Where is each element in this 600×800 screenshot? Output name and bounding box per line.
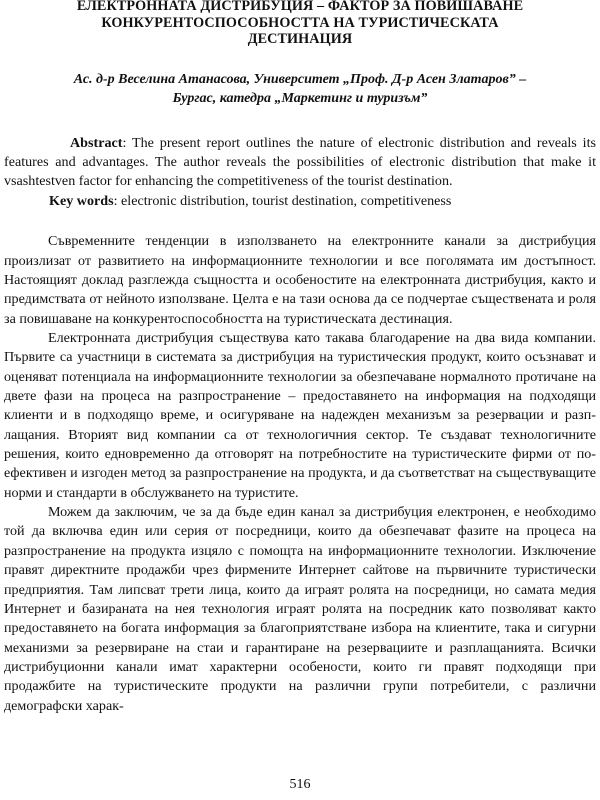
page-number: 516 <box>289 777 311 792</box>
title-line-1: ЕЛЕКТРОННАТА ДИСТРИБУЦИЯ – ФАКТОР ЗА ПОВИШАВАНЕ <box>76 0 524 14</box>
abstract-text: : The present report outlines the nature of electronic distribution and reveals its features and advantages. The author reveals the possibilities of electronic distribution that make it vsashtestven factor for enhancing the competitiveness of the tourist destination. <box>4 134 596 189</box>
title-line-2: КОНКУРЕНТОСПОСОБНОСТТА НА ТУРИСТИЧЕСКАТА <box>101 14 499 31</box>
keywords-label: Key words <box>49 193 114 210</box>
body-text <box>4 232 596 716</box>
paragraph-1: Съвременните тенденции в използването на електронните канали за дистрибуция произлизат от развитието на информационните технологии и все поголямата им достъпност. Настоящият доклад разглежда същността и особеностите на електронната дистрибуция, както и предимствата от нейното използване. Целта е на тази основа да се подчертае съществената и роля за повишаване на конкурентоспособността на туристическата дестинация. <box>4 233 596 327</box>
paragraph-2: Електронната дистрибуция съществува като такава благодарение на два вида компании. Първите са участници в системата за дистрибуция на туристическия продукт, които осъзнават и оценяват потенциала на информационните технологии за обезпечаване нормалното протичане на двете фази на процеса на разпространение – предоставянето на информация на подходящи клиенти и в подходящо време, и осигуряване на надежден механизъм за резервации и разплащания. Вторият вид компании са от технологичния сектор. Те създават технологичните решения, които едновременно да отговорят на потребностите на туристическите фирми от по-ефективен и изгоден метод за разпространение на продукта, и да съответстват на съществуващите норми и стандарти в обслужването на туристите. <box>4 330 596 501</box>
title-line-3: ДЕСТИНАЦИЯ <box>247 31 353 47</box>
keywords <box>49 192 596 211</box>
abstract-label: Abstract <box>70 134 123 151</box>
paper-title <box>4 0 596 48</box>
paragraph-3: Можем да заключим, че за да бъде един канал за дистрибуция електронен, е необходимо той да включва един или серия от посредници, които да обезпечават фазите на процеса на разпространение на продукта изцяло с помощта на информационните технологии. Изключение правят директните продажби чрез фирмените Интернет сайтове на първичните туристически предприятия. Там липсват трети лица, които да играят ролята на посредници, но самата медия Интернет и базираната на нея технология играят ролята на посредник като позволяват както предоставянето на богата информация за благоприятстване избора на клиентите, така и сигурни механизми за резервиране на стаи и гарантиране на резервациите и разплащанията. Всички дистрибуционни канали имат характерни особености, които ги правят подходящи при продажбите на туристическите продукти на различни групи потребители, с различни демографски харак- <box>4 504 596 714</box>
abstract <box>4 134 596 192</box>
keywords-text: : electronic distribution, tourist destination, competitiveness <box>113 193 452 210</box>
author-line-2: Бургас, катедра „Маркетинг и туризъм” <box>172 90 428 106</box>
author-affiliation <box>4 70 596 108</box>
author-line-1: Ас. д-р Веселина Атанасова, Университет „Проф. Д-р Асен Златаров” – <box>73 71 527 87</box>
